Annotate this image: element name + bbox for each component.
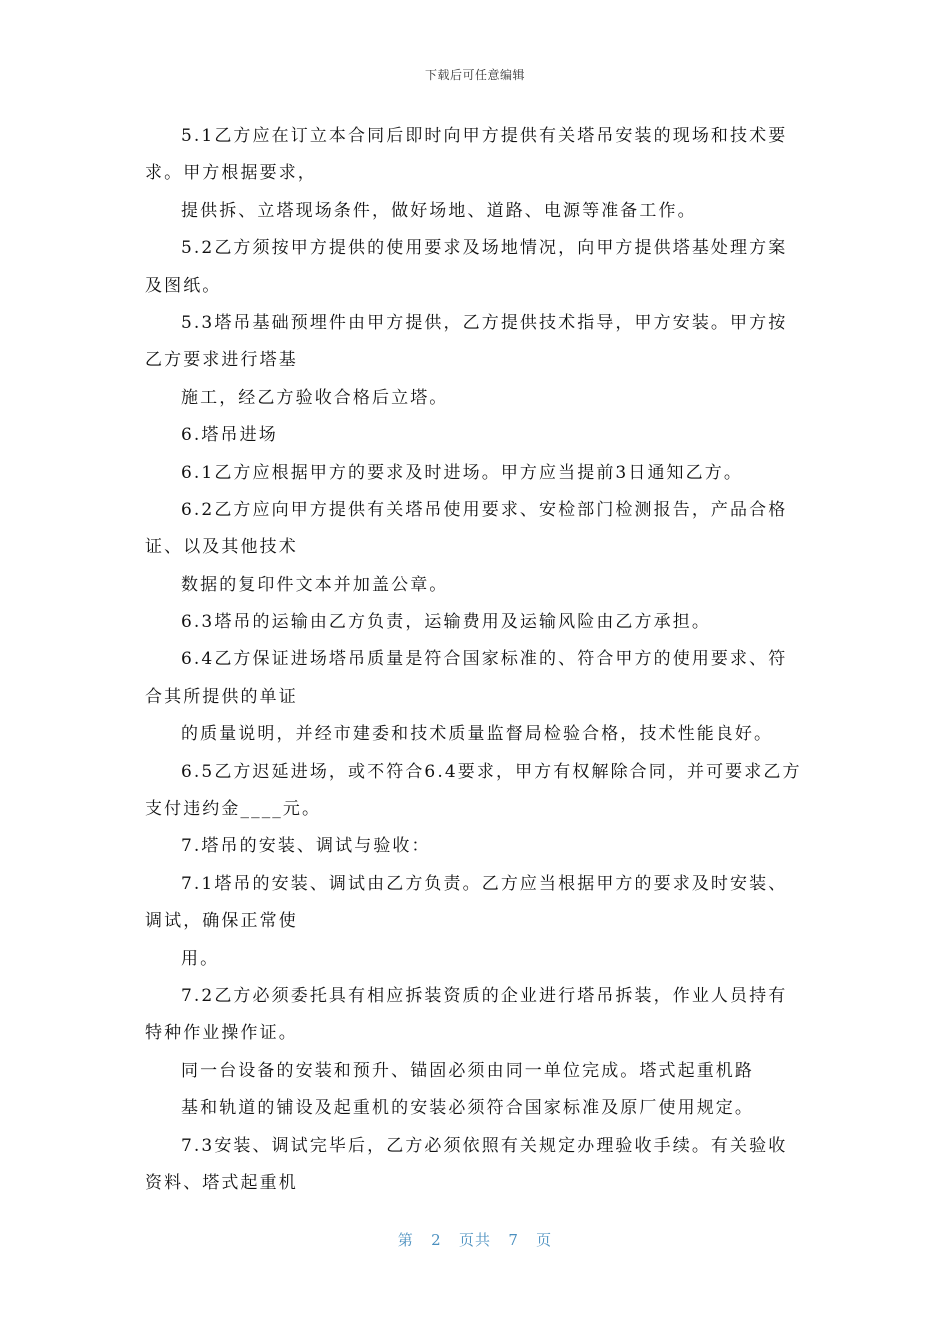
- text-line: 调试，确保正常使: [145, 911, 298, 932]
- text-line: 6.4乙方保证进场塔吊质量是符合国家标准的、符合甲方的使用要求、符: [181, 649, 788, 670]
- text-line: 特种作业操作证。: [145, 1023, 298, 1044]
- footer-suffix: 页: [536, 1231, 553, 1249]
- footer-total-pages: 7: [508, 1231, 519, 1249]
- footer-prefix: 第: [397, 1231, 414, 1249]
- text-line: 6.5乙方迟延进场，或不符合6.4要求，甲方有权解除合同，并可要求乙方: [181, 761, 802, 782]
- page-footer: [0, 1229, 950, 1250]
- text-line: 的质量说明，并经市建委和技术质量监督局检验合格，技术性能良好。: [181, 724, 774, 745]
- text-line: 提供拆、立塔现场条件，做好场地、道路、电源等准备工作。: [181, 200, 697, 221]
- footer-middle: 页共: [458, 1231, 491, 1249]
- text-line: 用。: [181, 948, 220, 969]
- document-body: [145, 118, 810, 1202]
- text-line: 6.2乙方应向甲方提供有关塔吊使用要求、安检部门检测报告，产品合格: [181, 499, 788, 520]
- text-line: 7.2乙方必须委托具有相应拆装资质的企业进行塔吊拆装，作业人员持有: [181, 985, 788, 1006]
- footer-current-page: 2: [431, 1231, 442, 1249]
- text-line: 6.塔吊进场: [181, 425, 278, 446]
- text-line: 5.1乙方应在订立本合同后即时向甲方提供有关塔吊安装的现场和技术要: [181, 126, 788, 146]
- text-line: 7.3安装、调试完毕后，乙方必须依照有关规定办理验收手续。有关验收: [181, 1135, 788, 1156]
- text-line: 乙方要求进行塔基: [145, 350, 298, 371]
- text-line: 5.3塔吊基础预埋件由甲方提供，乙方提供技术指导，甲方安装。甲方按: [181, 312, 788, 333]
- text-line: 合其所提供的单证: [145, 686, 298, 707]
- text-line: 证、以及其他技术: [145, 537, 298, 558]
- text-line: 基和轨道的铺设及起重机的安装必须符合国家标准及原厂使用规定。: [181, 1098, 754, 1119]
- text-line: 数据的复印件文本并加盖公章。: [181, 574, 449, 595]
- text-line: 资料、塔式起重机: [145, 1172, 298, 1193]
- text-line: 支付违约金____元。: [145, 799, 322, 820]
- page-header: 下载后可任意编辑: [424, 68, 525, 82]
- text-line: 5.2乙方须按甲方提供的使用要求及场地情况，向甲方提供塔基处理方案: [181, 238, 788, 259]
- text-line: 求。甲方根据要求，: [145, 163, 317, 184]
- text-line: 及图纸。: [145, 275, 222, 296]
- text-line: 同一台设备的安装和预升、锚固必须由同一单位完成。塔式起重机路: [181, 1060, 754, 1081]
- text-line: 7.1塔吊的安装、调试由乙方负责。乙方应当根据甲方的要求及时安装、: [181, 873, 788, 894]
- text-line: 7.塔吊的安装、调试与验收：: [181, 836, 431, 857]
- text-line: 施工，经乙方验收合格后立塔。: [181, 387, 449, 408]
- text-line: 6.1乙方应根据甲方的要求及时进场。甲方应当提前3日通知乙方。: [181, 462, 743, 483]
- text-line: 6.3塔吊的运输由乙方负责，运输费用及运输风险由乙方承担。: [181, 612, 711, 633]
